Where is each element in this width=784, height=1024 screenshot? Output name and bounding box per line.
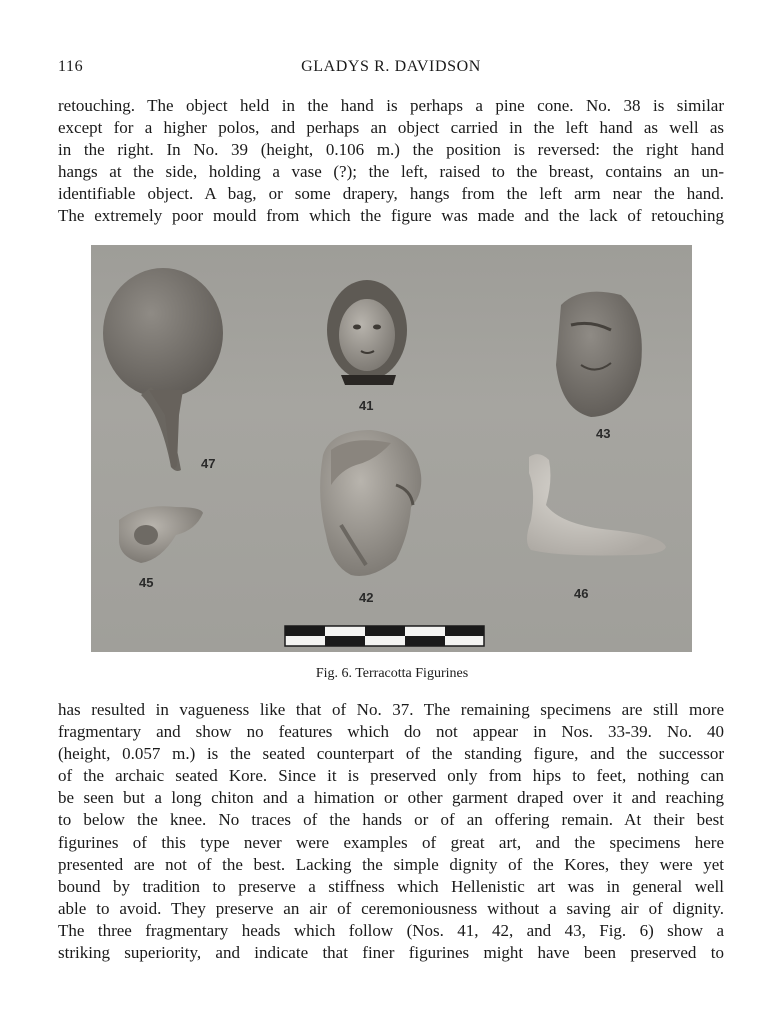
- page-header: [58, 58, 724, 80]
- top-paragraph: [58, 95, 724, 228]
- text-line: has resulted in vagueness like that of No. 37. The remaining specimens are still more: [58, 700, 724, 719]
- running-title: GLADYS R. DAVIDSON: [301, 58, 481, 75]
- text-line: able to avoid. They preserve an air of ceremoniousness without a saving air of dignity.: [58, 898, 724, 918]
- figurine-42-head: [320, 430, 421, 576]
- text-line: The extremely poor mould from which the figure was made and the lack of retouching: [58, 206, 724, 226]
- text-line: hangs at the side, holding a vase (?); the left, raised to the breast, contains an un-: [58, 162, 724, 182]
- text-line: retouching. The object held in the hand is perhaps a pine cone. No. 38 is similar: [58, 96, 724, 115]
- text-line: identifiable object. A bag, or some drapery, hangs from the left arm near the hand.: [58, 184, 724, 204]
- label-46: 46: [574, 586, 589, 601]
- figurine-45-fragment: [119, 506, 203, 563]
- label-41: 41: [359, 398, 374, 413]
- text-line: of the archaic seated Kore. Since it is preserved only from hips to feet, nothing can: [58, 766, 724, 786]
- bottom-paragraph: [58, 699, 724, 964]
- figurines-svg: [91, 245, 692, 652]
- text-line: The three fragmentary heads which follow (Nos. 41, 42, and 43, Fig. 6) show a: [58, 920, 724, 940]
- figurines-photograph: [91, 245, 692, 652]
- scale-bar: [285, 626, 484, 646]
- label-42: 42: [359, 590, 374, 605]
- text-line: figurines of this type never were examples of great art, and the specimens here: [58, 832, 724, 852]
- page-number: 116: [58, 58, 84, 75]
- text-line: fragmentary and show no features which do not appear in Nos. 33-39. No. 40: [58, 722, 724, 742]
- text-line: be seen but a long chiton and a himation or other garment draped over it and reaching: [58, 788, 724, 808]
- figure-caption: Fig. 6. Terracotta Figurines: [315, 666, 469, 681]
- text-line: (height, 0.057 m.) is the seated counterpart of the standing figure, and the successor: [58, 744, 724, 764]
- label-47: 47: [201, 456, 216, 471]
- label-45: 45: [139, 575, 154, 590]
- figurine-41-head: [327, 280, 407, 385]
- figurine-43-head: [556, 292, 642, 417]
- text-line: except for a higher polos, and perhaps an object carried in the left hand as well as: [58, 118, 724, 138]
- text-line: presented are not of the best. Lacking the simple dignity of the Kores, they were yet: [58, 854, 724, 874]
- text-line: to below the knee. No traces of the hands or of an offering remain. At their best: [58, 810, 724, 830]
- figurine-47-disc: [103, 268, 223, 471]
- figurine-46-fragment: [527, 454, 666, 555]
- text-line: bound by tradition to preserve a stiffness which Hellenistic art was in general well: [58, 876, 724, 896]
- text-line: striking superiority, and indicate that finer figurines might have been preserved to: [58, 943, 724, 963]
- text-line: in the right. In No. 39 (height, 0.106 m.) the position is reversed: the right hand: [58, 140, 724, 160]
- label-43: 43: [596, 426, 611, 441]
